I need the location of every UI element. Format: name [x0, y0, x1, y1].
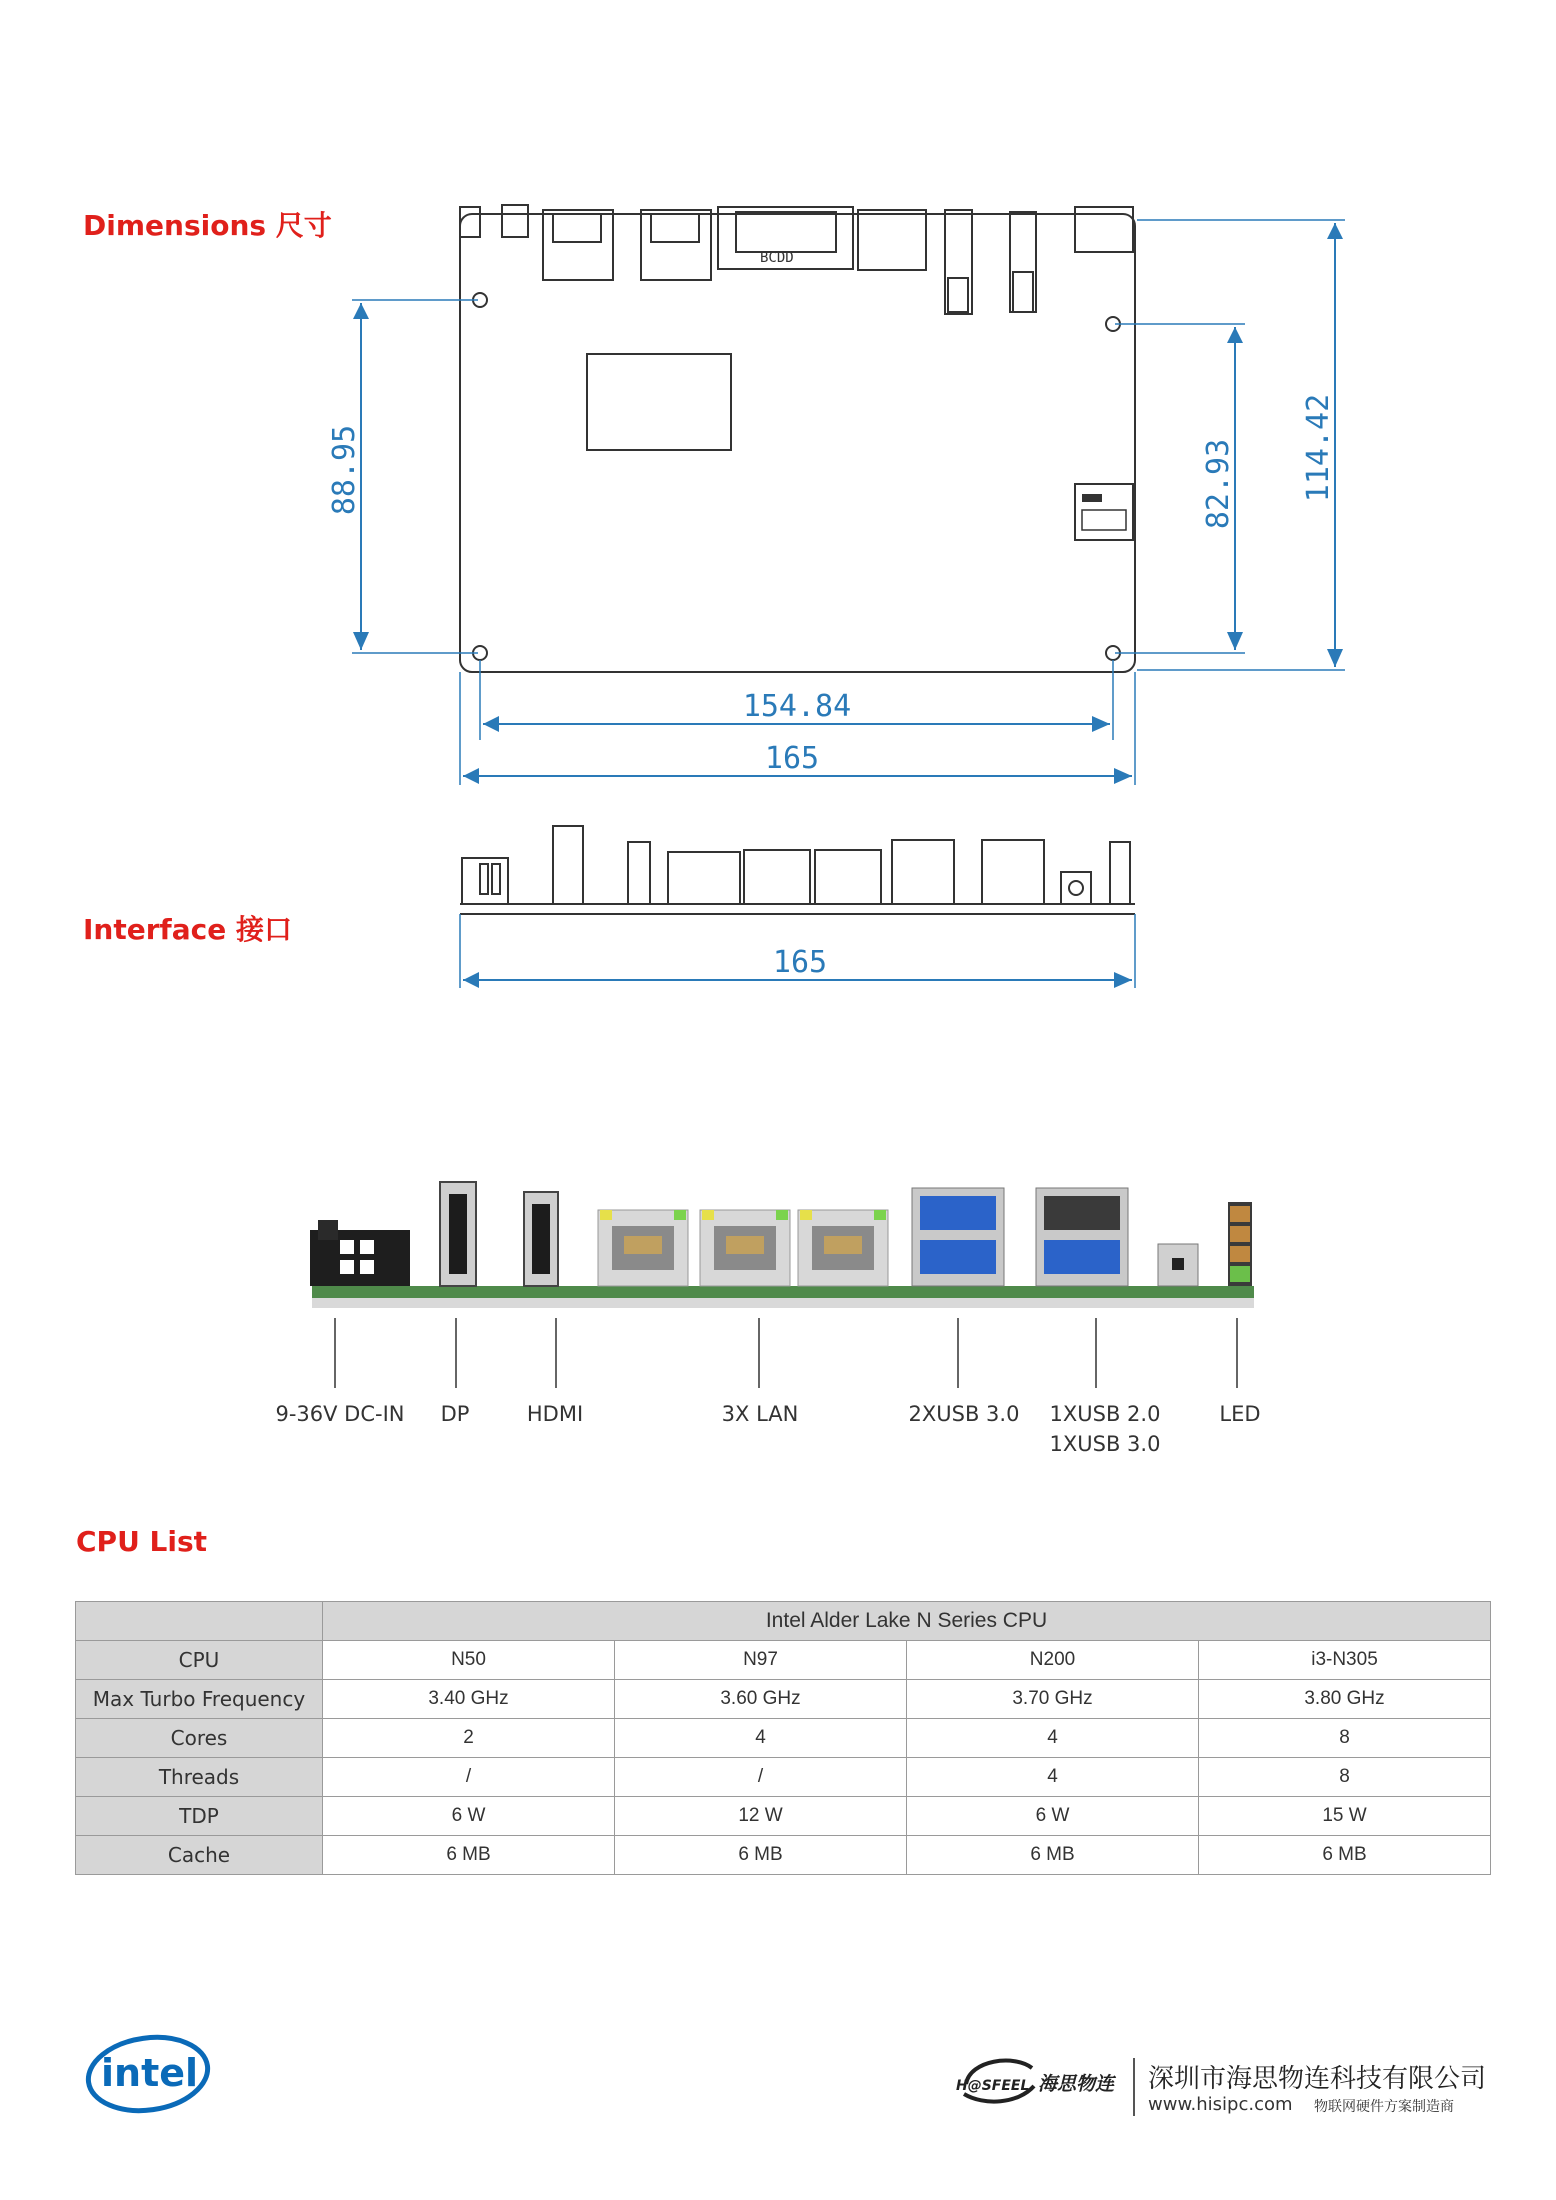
usb3-stack — [912, 1188, 1004, 1286]
cpu-table-group-header: Intel Alder Lake N Series CPU — [323, 1602, 1491, 1641]
table-row — [76, 1680, 1491, 1719]
interface-photo — [0, 1180, 1556, 1390]
hdmi-connector — [524, 1192, 558, 1286]
table-cell: 3.60 GHz — [615, 1680, 907, 1719]
company-website: www.hisipc.com — [1148, 2094, 1293, 2115]
table-cell: N200 — [907, 1641, 1199, 1680]
lan-connector-3 — [798, 1210, 888, 1286]
interface-title: Interface 接口 — [83, 913, 292, 946]
pcb-edge — [312, 1286, 1254, 1298]
footer-divider — [1133, 2058, 1135, 2116]
side-view — [460, 826, 1135, 914]
table-cell: 3.40 GHz — [323, 1680, 615, 1719]
dim-width-total: 165 — [764, 741, 820, 776]
table-row — [76, 1797, 1491, 1836]
row-header: TDP — [76, 1797, 323, 1836]
table-row — [76, 1836, 1491, 1875]
row-header: Threads — [76, 1758, 323, 1797]
svg-text:intel: intel — [101, 2051, 199, 2095]
table-cell: 3.70 GHz — [907, 1680, 1199, 1719]
cpu-table — [75, 1601, 1491, 1875]
cpu-list-title: CPU List — [76, 1525, 208, 1558]
dim-height-total: 114.42 — [1301, 393, 1336, 503]
usb2-usb3-stack — [1036, 1188, 1128, 1286]
table-cell: 8 — [1199, 1758, 1491, 1797]
dp-connector — [440, 1182, 476, 1286]
table-cell: 4 — [907, 1758, 1199, 1797]
dimension-drawing — [0, 0, 1556, 1000]
table-row — [76, 1641, 1491, 1680]
top-connectors — [460, 205, 1133, 314]
table-row — [76, 1719, 1491, 1758]
table-cell: 12 W — [615, 1797, 907, 1836]
port-label-dp: DP — [440, 1402, 470, 1426]
table-cell: 6 W — [323, 1797, 615, 1836]
table-cell: / — [323, 1758, 615, 1797]
port-label-usb3b: 1XUSB 3.0 — [1049, 1432, 1161, 1456]
company-name: 深圳市海思物连科技有限公司 — [1148, 2064, 1487, 2094]
dim-height-left: 88.95 — [327, 424, 362, 516]
svg-text:H@SFEEL: H@SFEEL — [956, 2078, 1030, 2094]
lan-connector-2 — [700, 1210, 790, 1286]
table-cell: N50 — [323, 1641, 615, 1680]
table-cell: 6 W — [907, 1797, 1199, 1836]
silk-label: BCDD — [760, 250, 794, 266]
table-cell: 6 MB — [323, 1836, 615, 1875]
row-header: CPU — [76, 1641, 323, 1680]
led-strip — [1228, 1202, 1252, 1286]
row-header: Max Turbo Frequency — [76, 1680, 323, 1719]
table-cell: 6 MB — [907, 1836, 1199, 1875]
lan-connector-1 — [598, 1210, 688, 1286]
cpu-table-corner — [76, 1602, 323, 1641]
port-label-usb2: 1XUSB 2.0 — [1049, 1402, 1161, 1426]
table-cell: 4 — [615, 1719, 907, 1758]
company-slogan: 物联网硬件方案制造商 — [1314, 2099, 1454, 2115]
port-label-led: LED — [1219, 1402, 1261, 1426]
cpu-chip-outline — [587, 354, 731, 450]
port-label-hdmi: HDMI — [526, 1402, 584, 1426]
table-cell: i3-N305 — [1199, 1641, 1491, 1680]
sim-slot — [1075, 484, 1133, 540]
port-label-usb3: 2XUSB 3.0 — [908, 1402, 1020, 1426]
dim-width-side: 165 — [772, 945, 828, 980]
port-label-dc-in: 9-36V DC-IN — [275, 1402, 405, 1426]
table-row — [76, 1758, 1491, 1797]
table-cell: / — [615, 1758, 907, 1797]
table-cell: 2 — [323, 1719, 615, 1758]
table-cell: 6 MB — [1199, 1836, 1491, 1875]
table-cell: 6 MB — [615, 1836, 907, 1875]
table-cell: 4 — [907, 1719, 1199, 1758]
table-cell: 15 W — [1199, 1797, 1491, 1836]
dc-in-connector — [310, 1220, 410, 1286]
intel-logo — [83, 2032, 213, 2116]
dim-width-holes: 154.84 — [742, 689, 852, 724]
port-label-lan: 3X LAN — [721, 1402, 799, 1426]
row-header: Cache — [76, 1836, 323, 1875]
dimensions-title: Dimensions 尺寸 — [83, 209, 332, 242]
hosfeel-logo — [956, 2050, 1040, 2110]
table-cell: 8 — [1199, 1719, 1491, 1758]
dim-height-inner: 82.93 — [1201, 438, 1236, 530]
row-header: Cores — [76, 1719, 323, 1758]
table-cell: N97 — [615, 1641, 907, 1680]
power-button — [1158, 1244, 1198, 1286]
table-cell: 3.80 GHz — [1199, 1680, 1491, 1719]
brand-cn-name: 海思物连 — [1038, 2073, 1115, 2095]
